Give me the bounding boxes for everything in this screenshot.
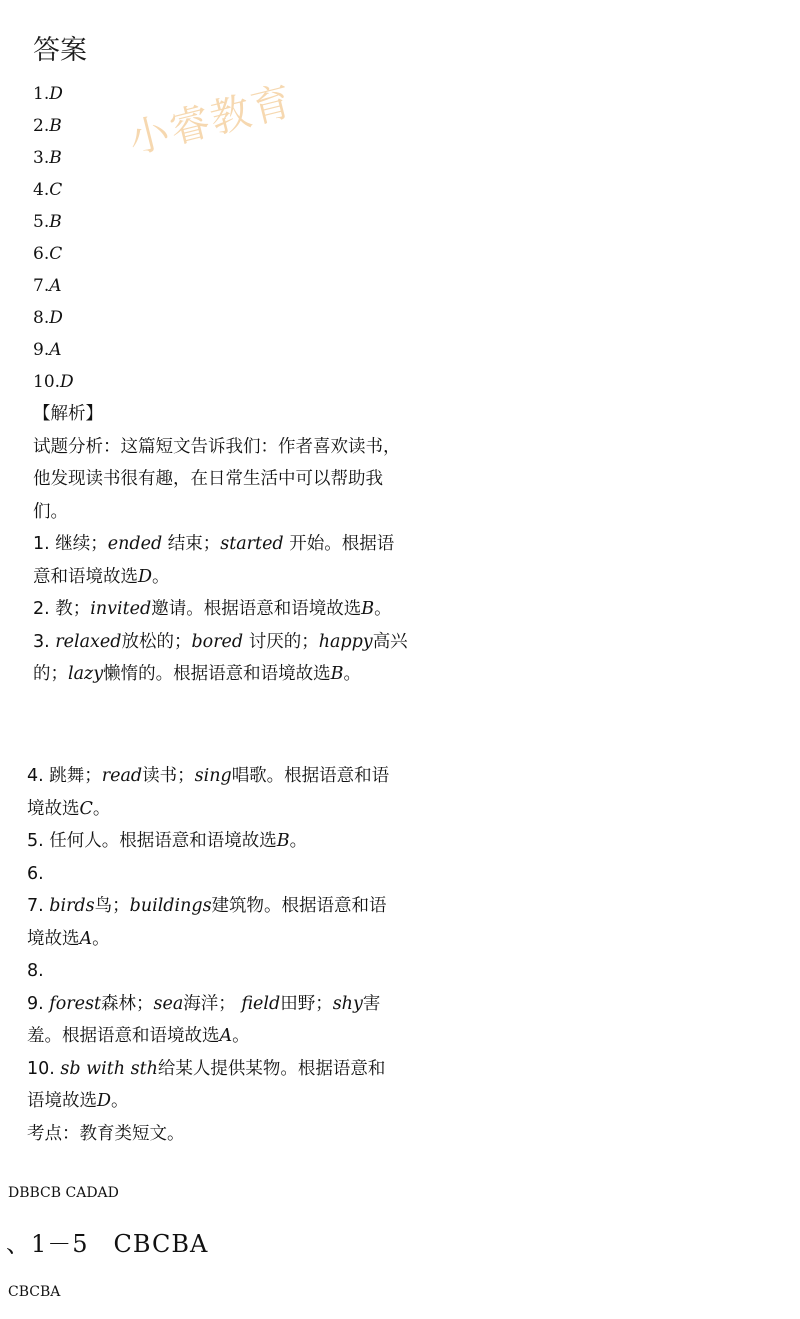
answer-item: 10.D	[33, 372, 74, 392]
answer-item: 7.A	[33, 276, 62, 296]
footer-answers-line-2: 、1－5 CBCBA	[6, 1230, 209, 1258]
analysis-q1: 1. 继续；ended 结束；started 开始。根据语意和语境故选D。	[33, 534, 395, 587]
analysis-heading: 【解析】	[33, 404, 103, 424]
answer-list	[33, 78, 74, 398]
answer-item: 4.C	[33, 180, 63, 200]
answer-item: 2.B	[33, 116, 62, 136]
answer-item: 6.C	[33, 244, 63, 264]
footer-answers-line-3: CBCBA	[8, 1284, 61, 1300]
analysis-kaodian: 考点：教育类短文。	[27, 1123, 185, 1144]
answer-item: 3.B	[33, 148, 62, 168]
answer-item: 1.D	[33, 84, 63, 104]
answer-item: 9.A	[33, 340, 62, 360]
analysis-q5: 5. 任何人。根据语意和语境故选B。	[27, 831, 308, 851]
analysis-q2: 2. 教；invited邀请。根据语意和语境故选B。	[33, 599, 392, 619]
analysis-q4: 4. 跳舞；read读书；sing唱歌。根据语意和语境故选C。	[27, 766, 390, 819]
answer-item: 5.B	[33, 212, 62, 232]
analysis-block-1	[33, 398, 408, 691]
answer-item: 8.D	[33, 308, 63, 328]
analysis-q6: 6.	[27, 863, 44, 884]
analysis-intro: 试题分析：这篇短文告诉我们：作者喜欢读书，他发现读书很有趣，在日常生活中可以帮助我们。	[33, 436, 401, 522]
analysis-q10: 10. sb with sth给某人提供某物。根据语意和语境故选D。	[27, 1058, 386, 1111]
analysis-q7: 7. birds鸟；buildings建筑物。根据语意和语境故选A。	[27, 896, 387, 949]
page-title: 答案	[33, 35, 87, 66]
analysis-q8: 8.	[27, 961, 44, 981]
analysis-q3: 3. relaxed放松的；bored 讨厌的；happy高兴的；lazy懒惰的。根据语意和语境故选B。	[33, 631, 408, 684]
watermark: 小睿教育	[124, 78, 299, 164]
analysis-block-2	[27, 760, 402, 1150]
footer-answers-line-1: DBBCB CADAD	[8, 1185, 119, 1201]
analysis-q9: 9. forest森林；sea海洋； field田野；shy害羞。根据语意和语境故选A。	[27, 993, 381, 1046]
